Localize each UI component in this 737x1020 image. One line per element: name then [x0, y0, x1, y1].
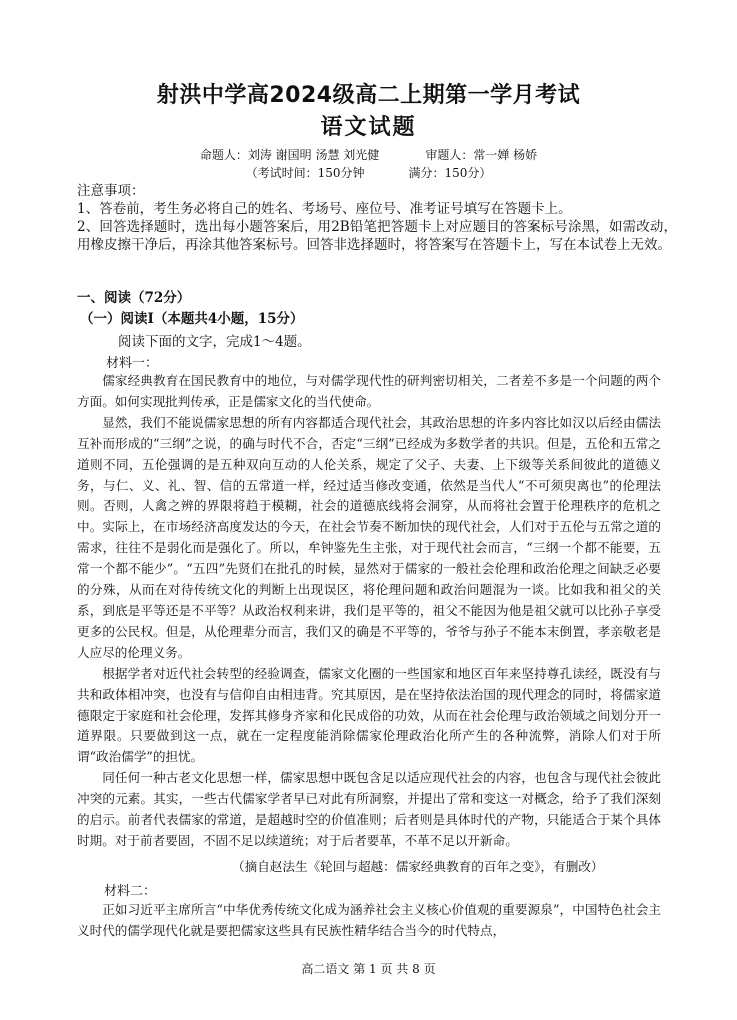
exam-time: （考试时间：150分钟	[245, 166, 365, 180]
authors: 命题人：刘涛 谢国明 汤慧 刘光健	[199, 148, 380, 162]
material1-label: 材料一：	[106, 356, 159, 371]
exam-score: 满分：150分）	[408, 166, 492, 180]
section-instruction: 阅读下面的文字，完成1～4题。	[118, 334, 311, 350]
material2-paragraph: 正如习近平主席所言“中华优秀传统文化成为涵养社会主义核心价值观的重要源泉”，中国特色社会主义时代的儒学现代化就是要把儒家这些具有民族性精华结合当今的时代特点，	[77, 902, 661, 938]
page-footer: 高二语文 第 1 页 共 8 页	[301, 962, 436, 976]
notes-heading: 注意事项：	[77, 183, 145, 199]
material2-text	[77, 900, 661, 942]
material1-paragraph-3: 根据学者对近代社会转型的经验调查，儒家文化圈的一些国家和地区百年来坚持尊孔读经，既没有与共和政体相冲突，也没有与信仰自由相违背。究其原因，是在坚持依法治国的现代理念的同时，将儒家道德限定于家庭和社会伦理，发挥其修身齐家和化民成俗的功效，从而在社会伦理与政治领域之间划分开一道界限。只要做到这一点，就在一定程度能消除儒家伦理政治化所产生的各种流弊，消除人们对于所谓“政治儒学”的担忧。	[77, 665, 661, 765]
material2-label: 材料二：	[104, 884, 157, 899]
notes-block	[77, 182, 677, 254]
note-item-2: 2、回答选择题时，选出每小题答案后，用2B铅笔把答题卡上对应题目的答案标号涂黑，如需改动，用橡皮擦干净后，再涂其他答案标号。回答非选择题时，将答案写在答题卡上，写在本试卷上无效。	[77, 219, 677, 253]
material1-source: （摘自赵法生《轮回与超越：儒家经典教育的百年之变》，有删改）	[232, 859, 604, 874]
exam-subtitle: 语文试题	[320, 115, 417, 140]
section-subheading: （一）阅读Ⅰ（本题共4小题，15分）	[80, 311, 304, 327]
material1-paragraph-1: 儒家经典教育在国民教育中的地位，与对儒学现代性的研判密切相关，二者差不多是一个问题的两个方面。如何实现批判传承，正是儒家文化的当代使命。	[77, 373, 661, 409]
reviewers: 审题人：常一婵 杨娇	[425, 148, 538, 162]
exam-authors-line	[0, 146, 737, 164]
material1-paragraph-4: 同任何一种古老文化思想一样，儒家思想中既包含足以适应现代社会的内容，也包含与现代社会彼此冲突的元素。其实，一些古代儒家学者早已对此有所洞察，并提出了常和变这一对概念，给予了我们深刻的启示。前者代表儒家的常道，是超越时空的价值准则；后者则是具体时代的产物，只能适合于某个具体时期。对于前者要固，不固不足以续道统；对于后者要革，不革不足以开新命。	[77, 770, 661, 848]
material1-text	[77, 371, 661, 852]
note-item-1: 1、答卷前，考生务必将自己的姓名、考场号、座位号、准考证号填写在答题卡上。	[77, 201, 572, 217]
section-heading: 一、阅读（72分）	[77, 290, 191, 306]
exam-time-line	[0, 164, 737, 182]
exam-title: 射洪中学高2024级高二上期第一学月考试	[156, 83, 581, 108]
material1-paragraph-2: 显然，我们不能说儒家思想的所有内容都适合现代社会，其政治思想的许多内容比如汉以后经由儒法互补而形成的“三纲”之说，的确与时代不合，否定“三纲”已经成为多数学者的共识。但是，五伦和五常之道则不同，五伦强调的是五种双向互动的人伦关系，规定了父子、夫妻、上下级等关系间彼此的道德义务，与仁、义、礼、智、信的五常道一样，经过适当修改变通，依然是当代人“不可须臾离也”的伦理法则。否则，人禽之辨的界限将趋于模糊，社会的道德底线将会洞穿，从而将社会置于伦理秩序的危机之中。实际上，在市场经济高度发达的今天，在社会节奏不断加快的现代社会，人们对于五伦与五常之道的需求，往往不是弱化而是强化了。所以，牟钟鉴先生主张，对于现代社会而言，“三纲一个都不能要，五常一个都不能少”。“五四”先贤们在批孔的时候，显然对于儒家的一般社会伦理和政治伦理之间缺乏必要的分殊，从而在对待传统文化的判断上出现误区，将伦理问题和政治问题混为一谈。比如我和祖父的关系，到底是平等还是不平等？从政治权利来讲，我们是平等的，祖父不能因为他是祖父就可以比孙子享受更多的公民权。但是，从伦理辈分而言，我们又的确是不平等的，爷爷与孙子不能本末倒置，孝亲敬老是人应尽的伦理义务。	[77, 414, 661, 660]
